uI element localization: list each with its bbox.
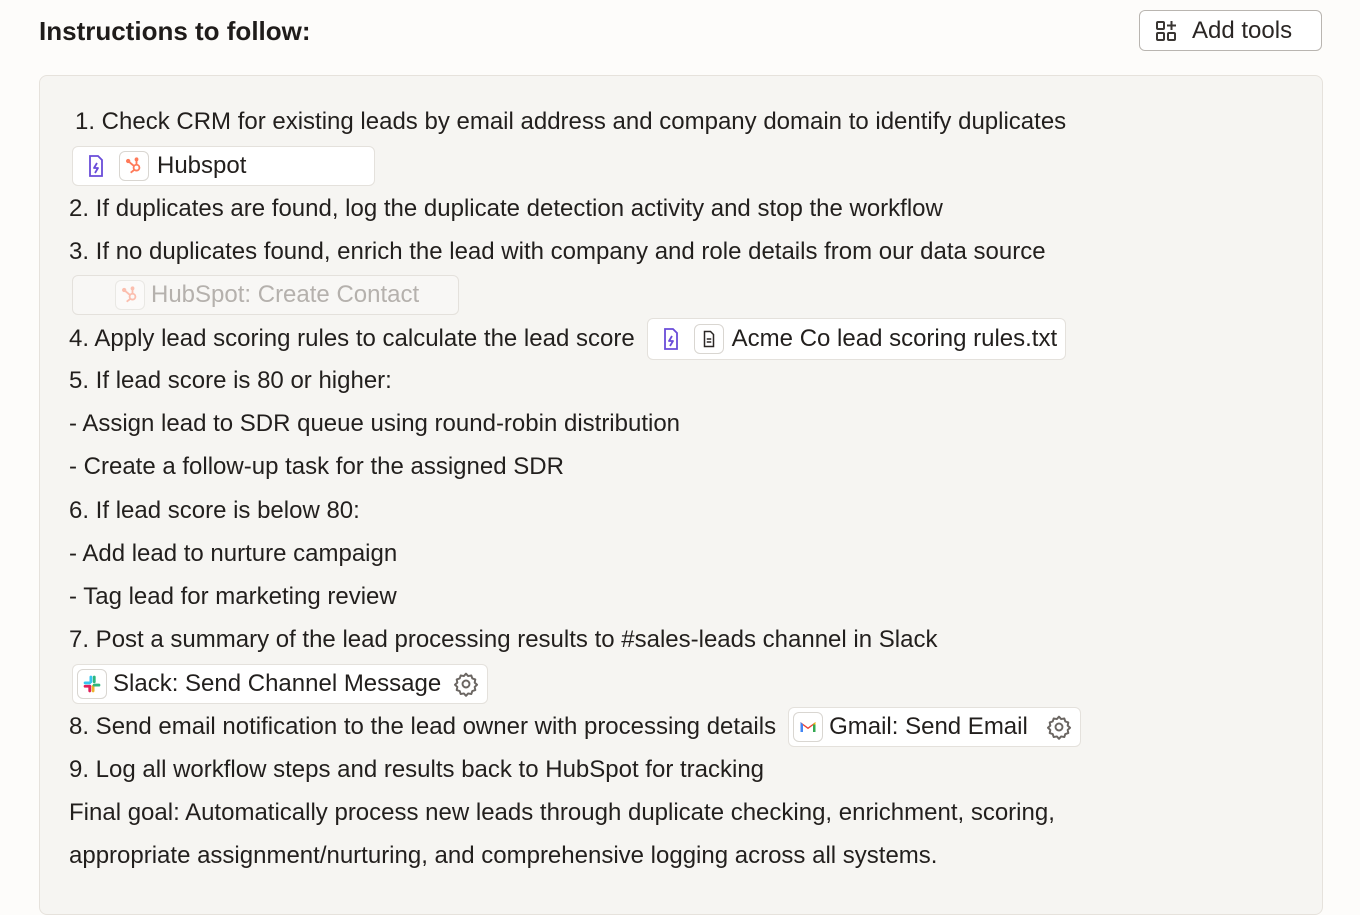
chip-label: HubSpot: Create Contact — [151, 280, 420, 308]
document-icon — [694, 324, 724, 354]
instruction-line-7-tools — [72, 662, 488, 705]
slack-icon — [77, 669, 107, 699]
add-tools-label: Add tools — [1192, 16, 1293, 44]
gear-icon[interactable] — [453, 671, 479, 697]
gmail-send-email-chip[interactable] — [788, 707, 1081, 747]
hubspot-create-contact-chip[interactable] — [72, 275, 459, 315]
hubspot-icon — [115, 280, 145, 310]
chip-label: Acme Co lead scoring rules.txt — [731, 324, 1058, 352]
hubspot-icon — [119, 151, 149, 181]
instruction-line-6: 6. If lead score is below 80: — [69, 496, 360, 524]
instruction-line-3: 3. If no duplicates found, enrich the lead with company and role details from our data source — [69, 237, 1046, 265]
instruction-line-4: 4. Apply lead scoring rules to calculate the lead score Acme Co lead scoring rules.txt — [69, 317, 1066, 360]
chip-label: Slack: Send Channel Message — [113, 669, 442, 697]
gmail-icon — [793, 712, 823, 742]
instruction-line-8: 8. Send email notification to the lead owner with processing details Gmail: Send Email — [69, 705, 1081, 748]
instruction-line-7: 7. Post a summary of the lead processing results to #sales-leads channel in Slack — [69, 625, 938, 653]
instruction-line-3-tools — [72, 273, 459, 316]
instruction-line-1-tools — [72, 144, 375, 187]
instruction-line-5a: - Assign lead to SDR queue using round-robin distribution — [69, 409, 681, 437]
final-goal-line-2: appropriate assignment/nurturing, and comprehensive logging across all systems. — [69, 841, 938, 869]
slack-send-message-chip[interactable] — [72, 664, 488, 704]
instruction-line-6a: - Add lead to nurture campaign — [69, 539, 398, 567]
lightning-file-icon — [81, 151, 111, 181]
instruction-line-5b: - Create a follow-up task for the assigned SDR — [69, 452, 564, 480]
page-title: Instructions to follow: — [39, 16, 311, 46]
lightning-file-icon — [656, 324, 686, 354]
hubspot-knowledge-chip[interactable] — [72, 146, 375, 186]
add-tools-button[interactable] — [1139, 10, 1322, 51]
instruction-line-6b: - Tag lead for marketing review — [69, 582, 397, 610]
scoring-rules-chip[interactable] — [647, 318, 1066, 360]
final-goal-line-1: Final goal: Automatically process new leads through duplicate checking, enrichment, scoring, — [69, 798, 1055, 826]
grid-plus-icon — [1154, 19, 1178, 43]
chip-label: Gmail: Send Email — [829, 712, 1028, 740]
instruction-line-2: 2. If duplicates are found, log the duplicate detection activity and stop the workflow — [69, 194, 943, 222]
gear-icon[interactable] — [1046, 714, 1072, 740]
instruction-line-5: 5. If lead score is 80 or higher: — [69, 366, 392, 394]
instruction-line-1: 1. Check CRM for existing leads by email address and company domain to identify duplicates — [75, 107, 1067, 135]
instruction-line-9: 9. Log all workflow steps and results back to HubSpot for tracking — [69, 755, 765, 783]
chip-label: Hubspot — [157, 151, 247, 179]
